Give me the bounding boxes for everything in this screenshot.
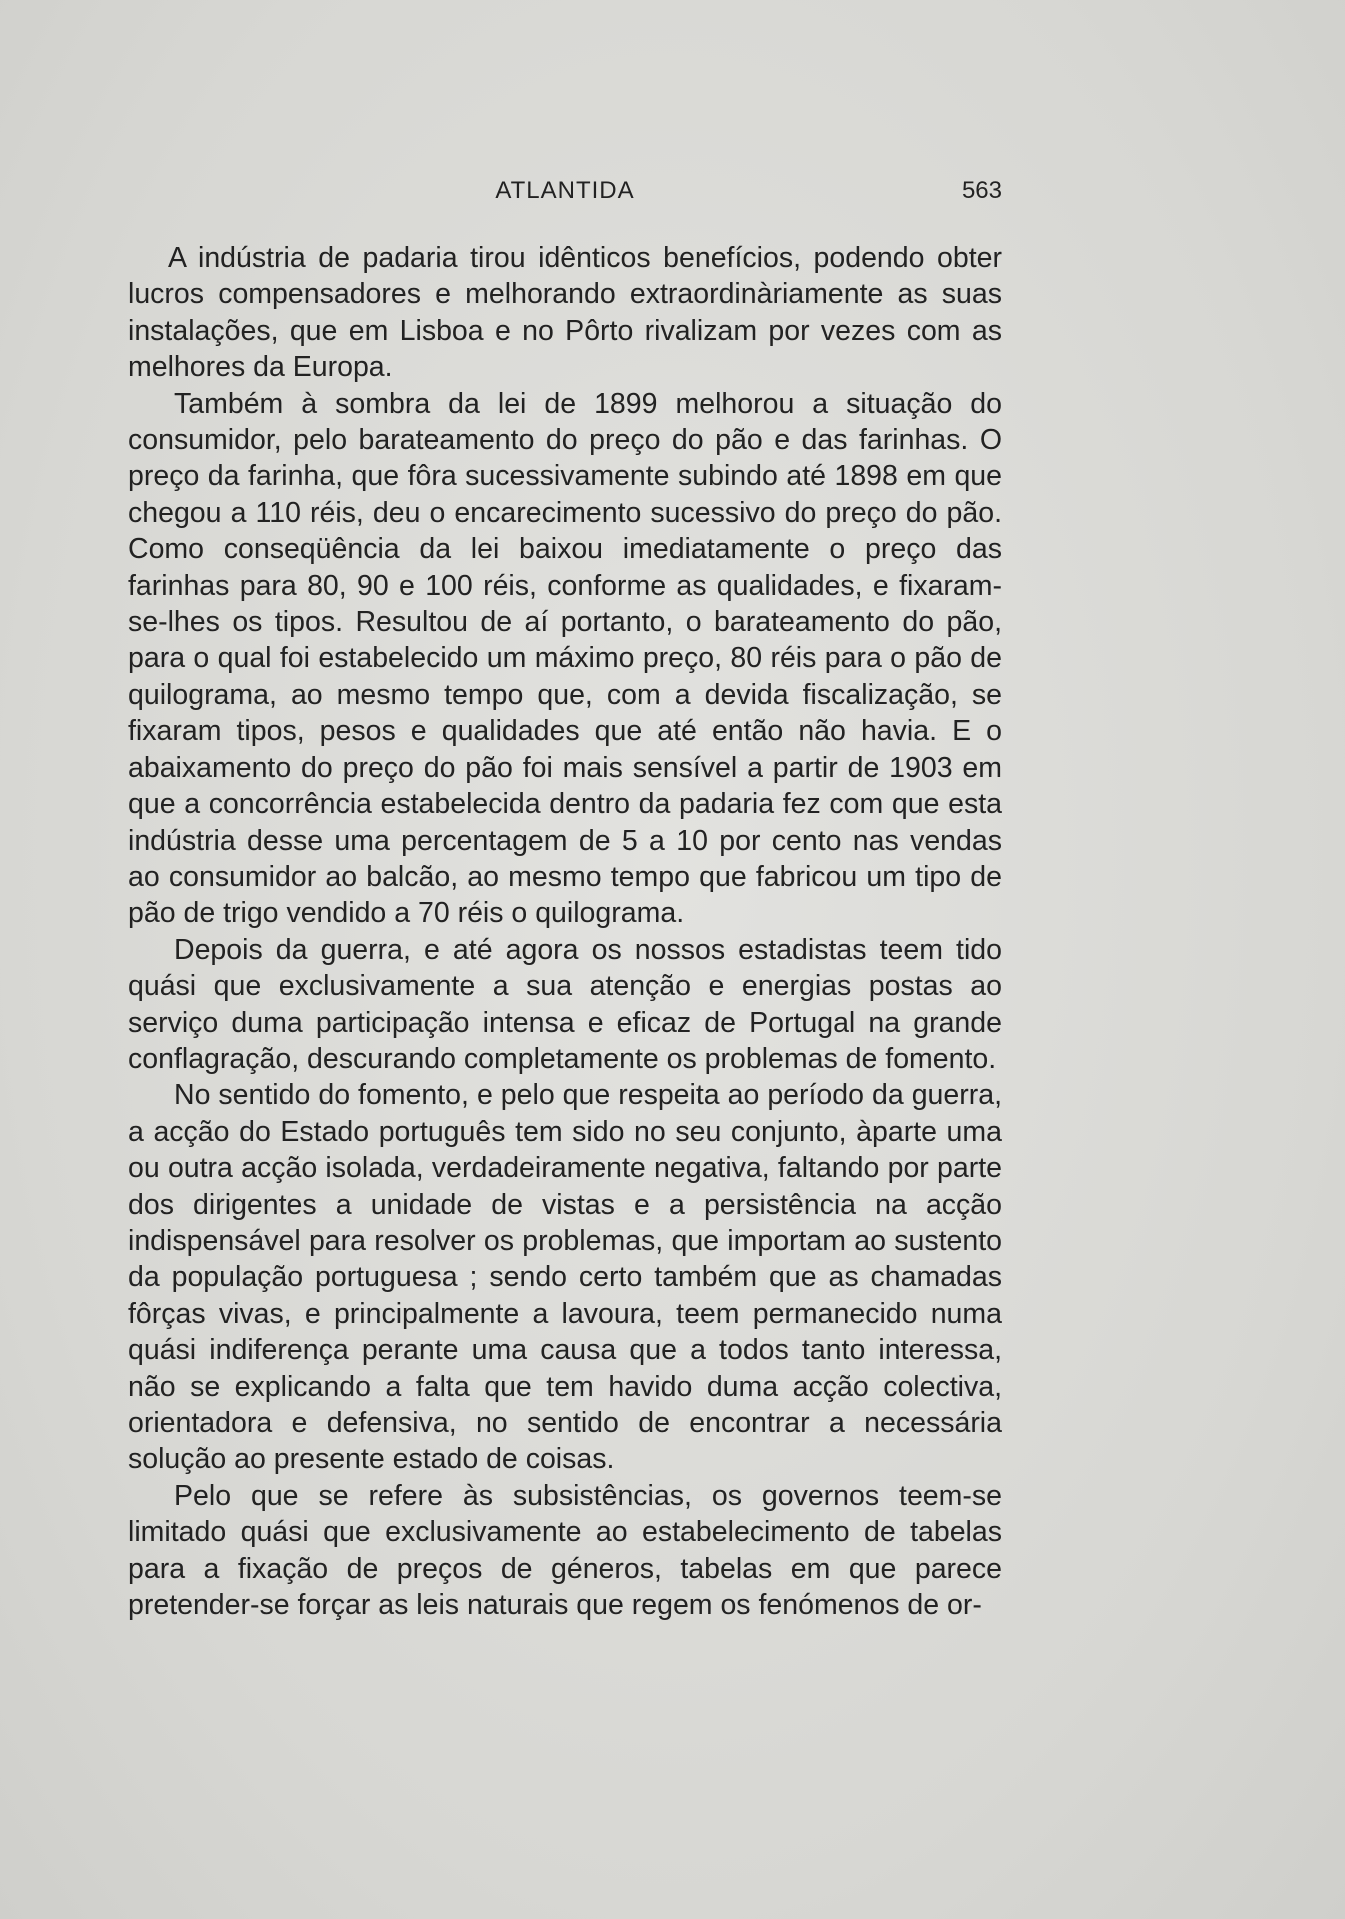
paragraph: A indústria de padaria tirou idênticos benefícios, podendo obter lucros compensadores e melhorando extraordinàriamente as suas instalações, que em Lisboa e no Pôrto rivalizam por vezes com as melhores da Europa. [128,242,1002,384]
body-text [128,240,1002,1623]
paragraph: Depois da guerra, e até agora os nossos estadistas teem tido quási que exclusivamente a sua atenção e energias postas ao serviço duma participação intensa e eficaz de Portugal na grande conflagração, descurando completamente os problemas de fomento. [128,933,1002,1075]
running-header [128,176,1002,206]
paragraph: Também à sombra da lei de 1899 melhorou a situação do consumidor, pelo barateamento do preço do pão e das farinhas. O preço da farinha, que fôra sucessivamente subindo até 1898 em que chegou a 110 réis, deu o encarecimento sucessivo do preço do pão. Como conseqüência da lei baixou imediatamente o preço das farinhas para 80, 90 e 100 réis, conforme as qualidades, e fixaram-se-lhes os tipos. Resultou de aí portanto, o barateamento do pão, para o qual foi estabelecido um máximo preço, 80 réis para o pão de quilograma, ao mesmo tempo que, com a devida fiscalização, se fixaram tipos, pesos e qualidades que até então não havia. E o abaixamento do preço do pão foi mais sensível a partir de 1903 em que a concorrência estabelecida dentro da padaria fez com que esta indústria desse uma percentagem de 5 a 10 por cento nas vendas ao consumidor ao balcão, ao mesmo tempo que fabricou um tipo de pão de trigo vendido a 70 réis o quilograma. [128,387,1002,930]
page-number: 563 [961,177,1002,204]
running-title: ATLANTIDA [495,177,635,204]
paragraph: No sentido do fomento, e pelo que respeita ao período da guerra, a acção do Estado português tem sido no seu conjunto, àparte uma ou outra acção isolada, verdadeiramente negativa, faltando por parte dos dirigentes a unidade de vistas e a persistência na acção indispensável para resolver os problemas, que importam ao sustento da população portuguesa ; sendo certo também que as chamadas fôrças vivas, e principalmente a lavoura, teem permanecido numa quási indiferença perante uma causa que a todos tanto interessa, não se explicando a falta que tem havido duma acção colectiva, orientadora e defensiva, no sentido de encontrar a necessária solução ao presente estado de coisas. [128,1079,1002,1476]
paragraph: Pelo que se refere às subsistências, os governos teem-se limitado quási que exclusivamente ao estabelecimento de tabelas para a fixação de preços de géneros, tabelas em que parece pretender-se forçar as leis naturais que regem os fenómenos de or- [128,1479,1002,1622]
